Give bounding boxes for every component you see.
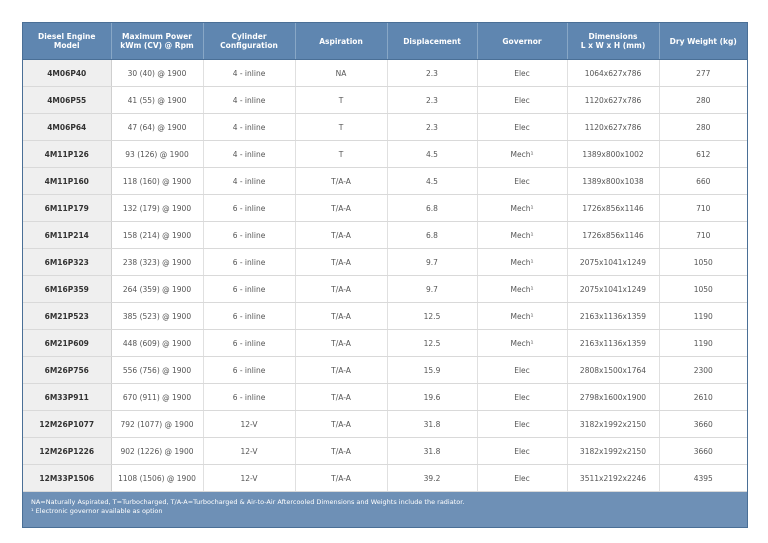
cell-dimensions: 1064x627x786 xyxy=(567,60,659,87)
cell-model: 6M11P214 xyxy=(23,222,111,249)
cell-model: 12M26P1226 xyxy=(23,438,111,465)
cell-model: 12M33P1506 xyxy=(23,465,111,492)
cell-model: 6M21P609 xyxy=(23,330,111,357)
cell-cylinder-config: 6 - inline xyxy=(203,303,295,330)
cell-governor: Elec xyxy=(477,384,567,411)
cell-dimensions: 1120x627x786 xyxy=(567,87,659,114)
header-max-power xyxy=(111,23,203,60)
cell-governor: Mech¹ xyxy=(477,195,567,222)
table-body xyxy=(23,60,747,492)
cell-cylinder-config: 12-V xyxy=(203,411,295,438)
cell-aspiration: NA xyxy=(295,60,387,87)
cell-governor: Elec xyxy=(477,60,567,87)
cell-aspiration: T/A-A xyxy=(295,384,387,411)
cell-cylinder-config: 4 - inline xyxy=(203,168,295,195)
header-dimensions xyxy=(567,23,659,60)
cell-max-power: 93 (126) @ 1900 xyxy=(111,141,203,168)
cell-governor: Elec xyxy=(477,465,567,492)
cell-max-power: 30 (40) @ 1900 xyxy=(111,60,203,87)
cell-dry-weight: 277 xyxy=(659,60,747,87)
cell-max-power: 670 (911) @ 1900 xyxy=(111,384,203,411)
cell-max-power: 792 (1077) @ 1900 xyxy=(111,411,203,438)
cell-aspiration: T/A-A xyxy=(295,330,387,357)
table-row xyxy=(23,168,747,195)
cell-max-power: 132 (179) @ 1900 xyxy=(111,195,203,222)
cell-governor: Mech¹ xyxy=(477,249,567,276)
header-cylinder-config-line: Cylinder xyxy=(231,32,267,41)
cell-cylinder-config: 4 - inline xyxy=(203,141,295,168)
cell-dimensions: 1389x800x1038 xyxy=(567,168,659,195)
cell-displacement: 12.5 xyxy=(387,330,477,357)
cell-model: 6M11P179 xyxy=(23,195,111,222)
cell-displacement: 6.8 xyxy=(387,222,477,249)
cell-dimensions: 1120x627x786 xyxy=(567,114,659,141)
cell-governor: Mech¹ xyxy=(477,222,567,249)
table-row xyxy=(23,465,747,492)
cell-governor: Mech¹ xyxy=(477,330,567,357)
cell-governor: Elec xyxy=(477,411,567,438)
cell-displacement: 12.5 xyxy=(387,303,477,330)
cell-model: 6M16P359 xyxy=(23,276,111,303)
header-dimensions-line: L x W x H (mm) xyxy=(580,41,646,50)
cell-aspiration: T/A-A xyxy=(295,222,387,249)
cell-governor: Elec xyxy=(477,438,567,465)
cell-aspiration: T/A-A xyxy=(295,249,387,276)
footnote-legend: NA=Naturally Aspirated, T=Turbocharged, T/A-A=Turbocharged & Air-to-Air Aftercooled Dimensions and Weights include the radiator. xyxy=(31,498,465,506)
cell-cylinder-config: 6 - inline xyxy=(203,357,295,384)
cell-model: 4M06P64 xyxy=(23,114,111,141)
cell-displacement: 39.2 xyxy=(387,465,477,492)
cell-aspiration: T/A-A xyxy=(295,303,387,330)
cell-model: 6M16P323 xyxy=(23,249,111,276)
cell-displacement: 2.3 xyxy=(387,114,477,141)
cell-max-power: 47 (64) @ 1900 xyxy=(111,114,203,141)
cell-aspiration: T/A-A xyxy=(295,438,387,465)
cell-dry-weight: 660 xyxy=(659,168,747,195)
cell-aspiration: T xyxy=(295,87,387,114)
cell-cylinder-config: 12-V xyxy=(203,438,295,465)
table-row xyxy=(23,276,747,303)
cell-displacement: 4.5 xyxy=(387,168,477,195)
cell-displacement: 9.7 xyxy=(387,249,477,276)
cell-cylinder-config: 6 - inline xyxy=(203,249,295,276)
cell-dimensions: 2163x1136x1359 xyxy=(567,330,659,357)
header-dry-weight-line: Dry Weight (kg) xyxy=(669,36,737,46)
cell-displacement: 15.9 xyxy=(387,357,477,384)
cell-max-power: 238 (323) @ 1900 xyxy=(111,249,203,276)
engine-spec-table xyxy=(23,23,747,492)
cell-displacement: 9.7 xyxy=(387,276,477,303)
header-governor xyxy=(477,23,567,60)
cell-dimensions: 1389x800x1002 xyxy=(567,141,659,168)
cell-aspiration: T xyxy=(295,114,387,141)
cell-dimensions: 1726x856x1146 xyxy=(567,222,659,249)
cell-aspiration: T/A-A xyxy=(295,411,387,438)
header-dry-weight xyxy=(659,23,747,60)
cell-governor: Elec xyxy=(477,114,567,141)
table-row xyxy=(23,411,747,438)
cell-aspiration: T/A-A xyxy=(295,276,387,303)
table-row xyxy=(23,87,747,114)
cell-dry-weight: 710 xyxy=(659,195,747,222)
cell-max-power: 158 (214) @ 1900 xyxy=(111,222,203,249)
header-aspiration xyxy=(295,23,387,60)
cell-aspiration: T/A-A xyxy=(295,168,387,195)
cell-max-power: 448 (609) @ 1900 xyxy=(111,330,203,357)
cell-displacement: 6.8 xyxy=(387,195,477,222)
header-displacement-line: Displacement xyxy=(403,36,461,46)
cell-dry-weight: 710 xyxy=(659,222,747,249)
cell-displacement: 31.8 xyxy=(387,411,477,438)
cell-dry-weight: 2300 xyxy=(659,357,747,384)
table-row xyxy=(23,114,747,141)
table-row xyxy=(23,249,747,276)
cell-dry-weight: 2610 xyxy=(659,384,747,411)
header-max-power-line: Maximum Power xyxy=(122,32,192,41)
cell-dry-weight: 280 xyxy=(659,87,747,114)
cell-cylinder-config: 12-V xyxy=(203,465,295,492)
cell-dimensions: 1726x856x1146 xyxy=(567,195,659,222)
cell-displacement: 31.8 xyxy=(387,438,477,465)
cell-model: 4M06P40 xyxy=(23,60,111,87)
table-row xyxy=(23,195,747,222)
cell-max-power: 902 (1226) @ 1900 xyxy=(111,438,203,465)
cell-displacement: 4.5 xyxy=(387,141,477,168)
cell-displacement: 19.6 xyxy=(387,384,477,411)
cell-max-power: 41 (55) @ 1900 xyxy=(111,87,203,114)
cell-max-power: 385 (523) @ 1900 xyxy=(111,303,203,330)
cell-model: 6M33P911 xyxy=(23,384,111,411)
cell-max-power: 1108 (1506) @ 1900 xyxy=(111,465,203,492)
header-cylinder-config xyxy=(203,23,295,60)
engine-spec-table-container xyxy=(22,22,748,528)
cell-displacement: 2.3 xyxy=(387,87,477,114)
header-max-power-line: kWm (CV) @ Rpm xyxy=(120,41,194,50)
cell-dimensions: 2808x1500x1764 xyxy=(567,357,659,384)
cell-governor: Mech¹ xyxy=(477,303,567,330)
table-row xyxy=(23,357,747,384)
cell-cylinder-config: 4 - inline xyxy=(203,60,295,87)
cell-model: 4M11P126 xyxy=(23,141,111,168)
header-row xyxy=(23,23,747,60)
cell-model: 12M26P1077 xyxy=(23,411,111,438)
cell-model: 4M11P160 xyxy=(23,168,111,195)
table-row xyxy=(23,222,747,249)
header-model-line: Diesel Engine Model xyxy=(38,32,96,50)
cell-dimensions: 3511x2192x2246 xyxy=(567,465,659,492)
cell-cylinder-config: 6 - inline xyxy=(203,195,295,222)
table-row xyxy=(23,141,747,168)
cell-governor: Elec xyxy=(477,357,567,384)
cell-model: 6M21P523 xyxy=(23,303,111,330)
cell-governor: Elec xyxy=(477,168,567,195)
cell-cylinder-config: 6 - inline xyxy=(203,330,295,357)
cell-cylinder-config: 4 - inline xyxy=(203,114,295,141)
cell-dry-weight: 1050 xyxy=(659,276,747,303)
cell-dimensions: 2075x1041x1249 xyxy=(567,249,659,276)
cell-governor: Mech¹ xyxy=(477,141,567,168)
header-governor-line: Governor xyxy=(502,36,542,46)
header-displacement xyxy=(387,23,477,60)
cell-dimensions: 3182x1992x2150 xyxy=(567,411,659,438)
cell-max-power: 118 (160) @ 1900 xyxy=(111,168,203,195)
table-row xyxy=(23,330,747,357)
table-row xyxy=(23,438,747,465)
header-model xyxy=(23,23,111,60)
cell-governor: Mech¹ xyxy=(477,276,567,303)
cell-dry-weight: 280 xyxy=(659,114,747,141)
table-row xyxy=(23,60,747,87)
cell-dry-weight: 4395 xyxy=(659,465,747,492)
header-dimensions-line: Dimensions xyxy=(588,32,638,41)
cell-dry-weight: 3660 xyxy=(659,438,747,465)
cell-cylinder-config: 6 - inline xyxy=(203,276,295,303)
cell-governor: Elec xyxy=(477,87,567,114)
cell-max-power: 264 (359) @ 1900 xyxy=(111,276,203,303)
cell-dry-weight: 1190 xyxy=(659,303,747,330)
cell-dimensions: 2075x1041x1249 xyxy=(567,276,659,303)
cell-model: 4M06P55 xyxy=(23,87,111,114)
cell-cylinder-config: 6 - inline xyxy=(203,222,295,249)
cell-max-power: 556 (756) @ 1900 xyxy=(111,357,203,384)
cell-aspiration: T/A-A xyxy=(295,465,387,492)
cell-displacement: 2.3 xyxy=(387,60,477,87)
cell-dimensions: 2798x1600x1900 xyxy=(567,384,659,411)
cell-cylinder-config: 6 - inline xyxy=(203,384,295,411)
table-row xyxy=(23,384,747,411)
cell-dry-weight: 612 xyxy=(659,141,747,168)
cell-aspiration: T/A-A xyxy=(295,195,387,222)
cell-cylinder-config: 4 - inline xyxy=(203,87,295,114)
footnotes xyxy=(23,492,747,527)
cell-aspiration: T/A-A xyxy=(295,357,387,384)
cell-aspiration: T xyxy=(295,141,387,168)
cell-dimensions: 2163x1136x1359 xyxy=(567,303,659,330)
cell-dry-weight: 1050 xyxy=(659,249,747,276)
header-cylinder-config-line: Configuration xyxy=(220,41,278,50)
footnote-governor: ¹ Electronic governor available as option xyxy=(31,507,163,515)
cell-dry-weight: 1190 xyxy=(659,330,747,357)
table-row xyxy=(23,303,747,330)
header-aspiration-line: Aspiration xyxy=(319,36,363,46)
cell-dry-weight: 3660 xyxy=(659,411,747,438)
cell-dimensions: 3182x1992x2150 xyxy=(567,438,659,465)
cell-model: 6M26P756 xyxy=(23,357,111,384)
